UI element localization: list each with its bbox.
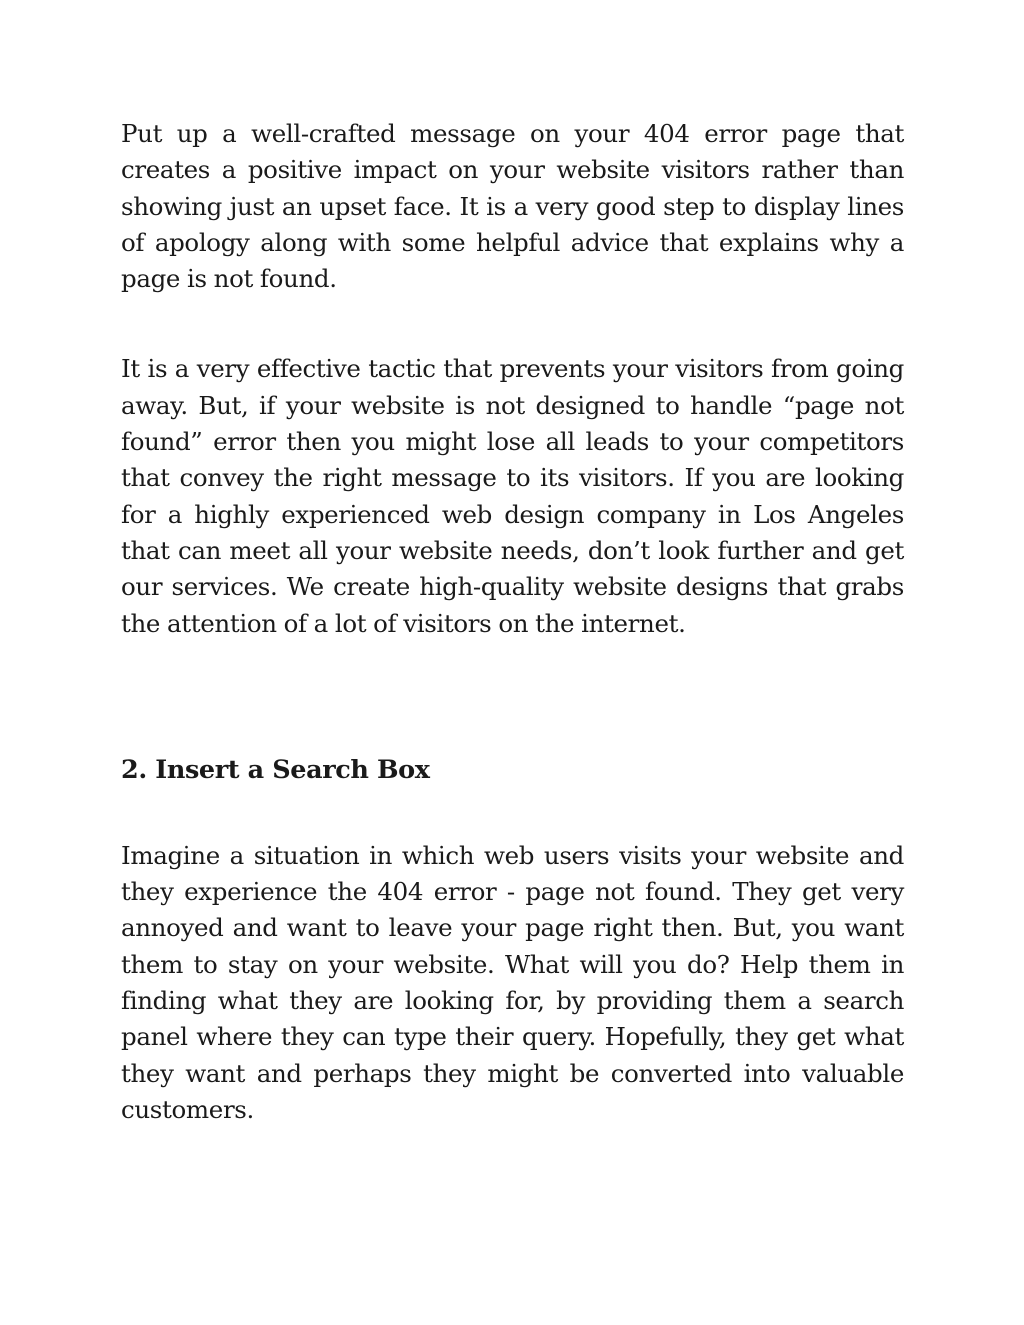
body-paragraph-search-box: Imagine a situation in which web users visits your website and they experience the 404 error - page not found. They get very annoyed and want to leave your page right then. But, you want them to stay on your website. What will you do? Help them in finding what they are looking for, by providing them a search panel where they can type their query. Hopefully, they get what they want and perhaps they might be converted into valuable customers. xyxy=(121,840,904,1124)
document-page xyxy=(121,116,904,1128)
section-heading: 2. Insert a Search Box xyxy=(121,754,430,785)
body-paragraph-404-message: Put up a well-crafted message on your 404 error page that creates a positive impact on your website visitors rather than showing just an upset face. It is a very good step to display lines of apology along with some helpful advice that explains why a page is not found. xyxy=(121,119,904,294)
body-paragraph-effective-tactic: It is a very effective tactic that prevents your visitors from going away. But, if your website is not designed to handle “page not found” error then you might lose all leads to your competitors that convey the right message to its visitors. If you are looking for a highly experienced web design company in Los Angeles that can meet all your website needs, don’t look further and get our services. We create high-quality website designs that grabs the attention of a lot of visitors on the internet. xyxy=(121,354,904,638)
